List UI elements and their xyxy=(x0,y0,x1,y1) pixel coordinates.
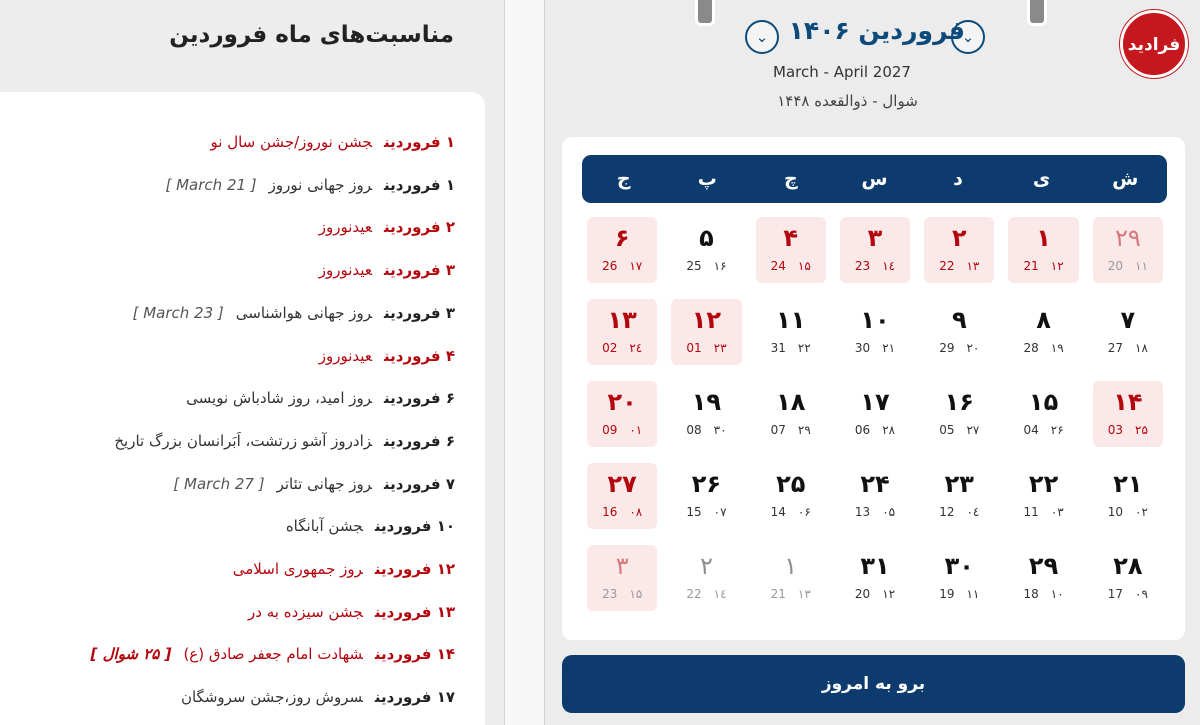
hijri-day: ۰۱ xyxy=(629,423,643,437)
occasion-item xyxy=(319,344,455,368)
occasion-reference-date: [ 27 March ] xyxy=(173,474,265,493)
occasion-title: روز امید، روز شادباش نویسی xyxy=(186,389,373,408)
hijri-day: ۱۵ xyxy=(629,587,643,601)
gregorian-day: 27 xyxy=(1107,341,1124,355)
day-secondary-dates xyxy=(924,421,994,439)
occasion-title: جشن سیزده به در xyxy=(248,602,363,621)
hijri-day: ۱۵ xyxy=(797,259,811,273)
weekday-label: پ xyxy=(697,168,717,190)
chevron-down-icon: ⌄ xyxy=(961,28,975,46)
gregorian-day: 30 xyxy=(854,341,871,355)
chevron-down-icon: ⌄ xyxy=(755,28,769,46)
day-number: ۳۱ xyxy=(860,552,890,580)
day-secondary-dates xyxy=(587,503,657,521)
hijri-day: ۰۹ xyxy=(1135,587,1148,601)
day-secondary-dates xyxy=(924,585,994,603)
occasions-panel xyxy=(0,0,505,725)
day-cell[interactable] xyxy=(1093,299,1163,365)
occasion-date: ۷ فروردین xyxy=(384,474,455,493)
day-cell[interactable] xyxy=(1008,545,1078,611)
occasion-item xyxy=(114,429,455,453)
gregorian-day: 04 xyxy=(1023,423,1039,437)
day-secondary-dates xyxy=(840,339,910,357)
occasion-title: عیدنوروز xyxy=(318,261,373,280)
gregorian-day: 19 xyxy=(939,587,955,601)
day-number: ۲۷ xyxy=(607,470,637,498)
day-secondary-dates xyxy=(587,585,657,603)
day-secondary-dates xyxy=(1008,503,1078,521)
hijri-day: ۰۷ xyxy=(713,505,727,519)
day-secondary-dates xyxy=(671,257,741,275)
day-secondary-dates xyxy=(1093,585,1163,603)
occasion-item xyxy=(319,258,455,282)
gregorian-day: 12 xyxy=(939,505,955,519)
gregorian-day: 26 xyxy=(602,259,618,273)
occasion-title: عیدنوروز xyxy=(318,346,373,365)
hijri-day: ۲۹ xyxy=(797,423,811,437)
day-number: ۶ xyxy=(614,224,630,252)
day-cell[interactable] xyxy=(671,299,741,365)
day-secondary-dates xyxy=(1008,257,1078,275)
occasion-title: سروش روز،جشن سروشگان xyxy=(180,688,363,707)
hijri-day: ۱۹ xyxy=(1050,341,1064,355)
day-cell[interactable] xyxy=(1093,463,1163,529)
hijri-day: ۳۰ xyxy=(713,423,727,437)
hijri-day: ۱۳ xyxy=(797,587,811,601)
weekday-label: چ xyxy=(784,168,798,190)
gregorian-day: 11 xyxy=(1023,505,1039,519)
day-cell[interactable] xyxy=(1008,299,1078,365)
weekday-label: د xyxy=(953,168,963,190)
day-number: ۱۷ xyxy=(860,388,890,416)
day-number: ۲۶ xyxy=(691,470,722,498)
day-number: ۳ xyxy=(867,224,883,252)
day-cell[interactable] xyxy=(924,545,994,611)
day-number: ۱۹ xyxy=(691,388,722,416)
gregorian-day: 07 xyxy=(770,423,786,437)
weekday-label: ج xyxy=(616,168,631,190)
hijri-day: ۲٤ xyxy=(629,341,643,355)
day-number: ۲۰ xyxy=(607,388,637,416)
hijri-day: ۱٤ xyxy=(713,587,727,601)
day-secondary-dates xyxy=(840,585,910,603)
day-number: ۷ xyxy=(1120,306,1136,334)
occasion-date: ۱۰ فروردین xyxy=(374,517,455,536)
gregorian-day: 22 xyxy=(939,259,955,273)
day-cell[interactable] xyxy=(840,299,910,365)
gregorian-day: 28 xyxy=(1023,341,1039,355)
day-number: ۲۱ xyxy=(1113,470,1143,498)
day-number: ۲۹ xyxy=(1114,224,1141,252)
gregorian-day: 09 xyxy=(602,423,618,437)
day-cell[interactable] xyxy=(840,545,910,611)
occasion-date: ۱ فروردین xyxy=(384,175,455,194)
day-cell[interactable] xyxy=(1093,217,1163,283)
occasion-date: ۱۳ فروردین xyxy=(374,602,455,621)
hijri-day: ۰٤ xyxy=(966,505,980,519)
gregorian-day: 20 xyxy=(854,587,871,601)
hijri-day: ۱۰ xyxy=(1050,587,1064,601)
day-cell[interactable] xyxy=(924,217,994,283)
day-number: ۳۰ xyxy=(944,552,974,580)
day-cell[interactable] xyxy=(1008,463,1078,529)
hijri-day: ۲۲ xyxy=(797,341,811,355)
day-cell[interactable] xyxy=(756,217,826,283)
day-secondary-dates xyxy=(756,339,826,357)
hijri-day: ۱۶ xyxy=(713,259,727,273)
day-cell[interactable] xyxy=(671,217,741,283)
gregorian-day: 17 xyxy=(1107,587,1124,601)
weekday-label: ش xyxy=(1112,168,1139,190)
day-number: ۲۵ xyxy=(776,470,806,498)
day-number: ۲۴ xyxy=(860,470,890,498)
day-number: ۵ xyxy=(699,224,714,252)
hijri-day: ۰۳ xyxy=(1050,505,1064,519)
occasion-title: روز جمهوری اسلامی xyxy=(232,560,363,578)
occasion-date: ۱ فروردین xyxy=(384,133,455,151)
hijri-day: ۱۲ xyxy=(1050,259,1064,273)
occasions-title: مناسبت‌های ماه فروردین xyxy=(169,22,454,48)
occasion-date: ۶ فروردین xyxy=(384,431,455,450)
hijri-day: ۱۱ xyxy=(1135,259,1148,273)
day-number: ۳ xyxy=(615,552,629,580)
occasion-title: روز جهانی تئاتر xyxy=(276,474,373,493)
occasion-item xyxy=(211,130,455,154)
day-secondary-dates xyxy=(1093,421,1163,439)
gregorian-day: 05 xyxy=(939,423,955,437)
gregorian-day: 21 xyxy=(1023,259,1039,273)
day-number: ۱۲ xyxy=(691,306,722,334)
day-cell[interactable] xyxy=(1008,381,1078,447)
occasion-date: ۴ فروردین xyxy=(384,346,455,365)
hijri-day: ۲۸ xyxy=(882,423,896,437)
gregorian-day: 20 xyxy=(1107,259,1124,273)
occasion-item xyxy=(233,557,455,581)
day-number: ۲۳ xyxy=(944,470,974,498)
hijri-day: ۰۶ xyxy=(797,505,811,519)
gregorian-day: 31 xyxy=(770,341,786,355)
day-secondary-dates xyxy=(924,503,994,521)
day-number: ۱۴ xyxy=(1113,388,1143,416)
day-secondary-dates xyxy=(1093,503,1163,521)
day-number: ۲۸ xyxy=(1113,552,1143,580)
day-cell[interactable] xyxy=(756,299,826,365)
occasion-item xyxy=(165,173,455,197)
gregorian-day: 02 xyxy=(602,341,618,355)
day-number: ۱۵ xyxy=(1028,388,1059,416)
gregorian-day: 03 xyxy=(1107,423,1124,437)
day-cell[interactable] xyxy=(924,381,994,447)
day-secondary-dates xyxy=(840,503,910,521)
hijri-day: ۲۳ xyxy=(713,341,727,355)
occasion-reference-date: [ 23 March ] xyxy=(132,303,224,322)
day-cell[interactable] xyxy=(924,463,994,529)
day-number: ۲۲ xyxy=(1028,470,1059,498)
day-cell[interactable] xyxy=(587,463,657,529)
day-cell[interactable] xyxy=(1008,217,1078,283)
binder-ring xyxy=(1027,0,1047,26)
day-cell[interactable] xyxy=(756,463,826,529)
occasion-title: روز جهانی هواشناسی xyxy=(235,303,373,322)
hijri-day: ۲۶ xyxy=(1050,423,1064,437)
gregorian-day: 25 xyxy=(686,259,702,273)
gregorian-day: 15 xyxy=(686,505,702,519)
day-cell[interactable] xyxy=(587,545,657,611)
day-number: ۱۱ xyxy=(776,306,806,334)
day-number: ۱۰ xyxy=(860,306,890,334)
day-cell[interactable] xyxy=(587,217,657,283)
gregorian-day: 10 xyxy=(1107,505,1124,519)
hijri-day: ۱۲ xyxy=(882,587,896,601)
day-secondary-dates xyxy=(587,339,657,357)
day-number: ۸ xyxy=(1036,306,1051,334)
day-secondary-dates xyxy=(1008,585,1078,603)
go-to-today-button[interactable]: برو به امروز xyxy=(562,655,1185,713)
hijri-day: ۰۲ xyxy=(1135,505,1148,519)
occasion-item xyxy=(319,215,455,239)
gregorian-day: 21 xyxy=(770,587,786,601)
day-cell[interactable] xyxy=(756,381,826,447)
day-secondary-dates xyxy=(1093,339,1163,357)
gregorian-day: 22 xyxy=(686,587,702,601)
gregorian-day: 24 xyxy=(770,259,786,273)
hijri-day: ۱۷ xyxy=(629,259,643,273)
day-secondary-dates xyxy=(1008,421,1078,439)
hijri-day: ۲۵ xyxy=(1135,423,1148,437)
day-number: ۲ xyxy=(951,224,967,252)
occasion-date: ۳ فروردین xyxy=(384,303,455,322)
gregorian-range: March - April 2027 xyxy=(773,63,911,81)
occasion-item xyxy=(181,685,455,709)
hijri-day: ۱۱ xyxy=(966,587,980,601)
day-secondary-dates xyxy=(671,421,741,439)
hijri-day: ۱۸ xyxy=(1135,341,1148,355)
day-number: ۱ xyxy=(1036,224,1051,252)
occasion-item xyxy=(133,301,455,325)
day-secondary-dates xyxy=(756,585,826,603)
occasion-date: ۱۴ فروردین xyxy=(374,645,455,664)
day-secondary-dates xyxy=(924,339,994,357)
day-secondary-dates xyxy=(1093,257,1163,275)
occasion-title: جشن آبانگاه xyxy=(285,517,363,536)
month-header xyxy=(745,16,985,56)
day-number: ۱۶ xyxy=(944,388,974,416)
binder-ring xyxy=(695,0,715,26)
day-secondary-dates xyxy=(756,421,826,439)
day-number: ۱۳ xyxy=(607,306,637,334)
day-number: ۹ xyxy=(951,306,967,334)
gregorian-day: 08 xyxy=(686,423,702,437)
occasion-reference-date: [ ۲۵ شوال ] xyxy=(90,645,172,664)
occasion-date: ۱۷ فروردین xyxy=(374,688,455,707)
day-cell[interactable] xyxy=(924,299,994,365)
days-grid xyxy=(587,217,1163,627)
day-number: ۲ xyxy=(699,552,713,580)
occasion-reference-date: [ 21 March ] xyxy=(165,175,257,194)
day-secondary-dates xyxy=(1008,339,1078,357)
occasion-title: عیدنوروز xyxy=(318,218,373,237)
occasion-item xyxy=(173,472,455,496)
day-cell[interactable] xyxy=(840,381,910,447)
gregorian-day: 01 xyxy=(686,341,702,355)
day-cell[interactable] xyxy=(587,381,657,447)
occasion-item xyxy=(286,514,455,538)
day-secondary-dates xyxy=(587,257,657,275)
occasion-title: شهادت امام جعفر صادق (ع) xyxy=(183,645,363,664)
hijri-day: ۰۵ xyxy=(882,505,896,519)
day-secondary-dates xyxy=(756,257,826,275)
occasion-title: زادروز آشو زرتشت، اَبَرانسان بزرگ تاریخ xyxy=(114,431,373,450)
next-month-button[interactable] xyxy=(745,20,779,54)
day-cell[interactable] xyxy=(1093,545,1163,611)
occasion-date: ۱۲ فروردین xyxy=(374,560,455,578)
occasions-card xyxy=(0,92,485,725)
calendar-card xyxy=(562,137,1185,640)
site-logo[interactable]: فرادید xyxy=(1120,10,1188,78)
hijri-range: شوال - ذوالقعده ۱۴۴۸ xyxy=(777,92,918,110)
hijri-day: ۱٤ xyxy=(882,259,896,273)
gregorian-day: 29 xyxy=(939,341,955,355)
hijri-day: ۲۰ xyxy=(966,341,980,355)
occasion-title: جشن نوروز/جشن سال نو xyxy=(210,133,373,151)
gregorian-day: 06 xyxy=(854,423,871,437)
weekday-label: ی xyxy=(1032,168,1051,190)
gregorian-day: 16 xyxy=(602,505,618,519)
gregorian-day: 18 xyxy=(1023,587,1039,601)
day-secondary-dates xyxy=(587,421,657,439)
occasion-date: ۳ فروردین xyxy=(384,261,455,280)
day-cell[interactable] xyxy=(671,463,741,529)
day-number: ۱۸ xyxy=(776,388,806,416)
gregorian-day: 14 xyxy=(770,505,786,519)
day-cell[interactable] xyxy=(587,299,657,365)
hijri-day: ۲۷ xyxy=(966,423,980,437)
weekday-label: س xyxy=(861,168,888,190)
occasion-item xyxy=(91,642,455,666)
occasion-title: روز جهانی نوروز xyxy=(268,175,373,194)
day-secondary-dates xyxy=(924,257,994,275)
occasion-date: ۲ فروردین xyxy=(384,218,455,237)
month-title: فروردین ۱۴۰۶ xyxy=(788,16,965,45)
day-cell[interactable] xyxy=(840,217,910,283)
occasion-item xyxy=(248,600,455,624)
day-secondary-dates xyxy=(671,585,741,603)
day-secondary-dates xyxy=(756,503,826,521)
day-cell[interactable] xyxy=(1093,381,1163,447)
day-secondary-dates xyxy=(840,257,910,275)
panel-separator xyxy=(505,0,545,725)
day-secondary-dates xyxy=(671,503,741,521)
gregorian-day: 23 xyxy=(854,259,871,273)
day-cell[interactable] xyxy=(756,545,826,611)
day-number: ۱ xyxy=(784,552,798,580)
day-secondary-dates xyxy=(671,339,741,357)
occasion-item xyxy=(186,386,455,410)
hijri-day: ۰۸ xyxy=(629,505,643,519)
day-number: ۲۹ xyxy=(1028,552,1059,580)
day-cell[interactable] xyxy=(671,545,741,611)
day-secondary-dates xyxy=(840,421,910,439)
hijri-day: ۲۱ xyxy=(882,341,896,355)
calendar-panel xyxy=(545,0,1200,725)
occasion-date: ۶ فروردین xyxy=(384,389,455,408)
day-cell[interactable] xyxy=(840,463,910,529)
gregorian-day: 23 xyxy=(602,587,618,601)
weekday-header xyxy=(582,155,1167,203)
day-cell[interactable] xyxy=(671,381,741,447)
hijri-day: ۱۳ xyxy=(966,259,980,273)
gregorian-day: 13 xyxy=(854,505,871,519)
day-number: ۴ xyxy=(783,224,799,252)
